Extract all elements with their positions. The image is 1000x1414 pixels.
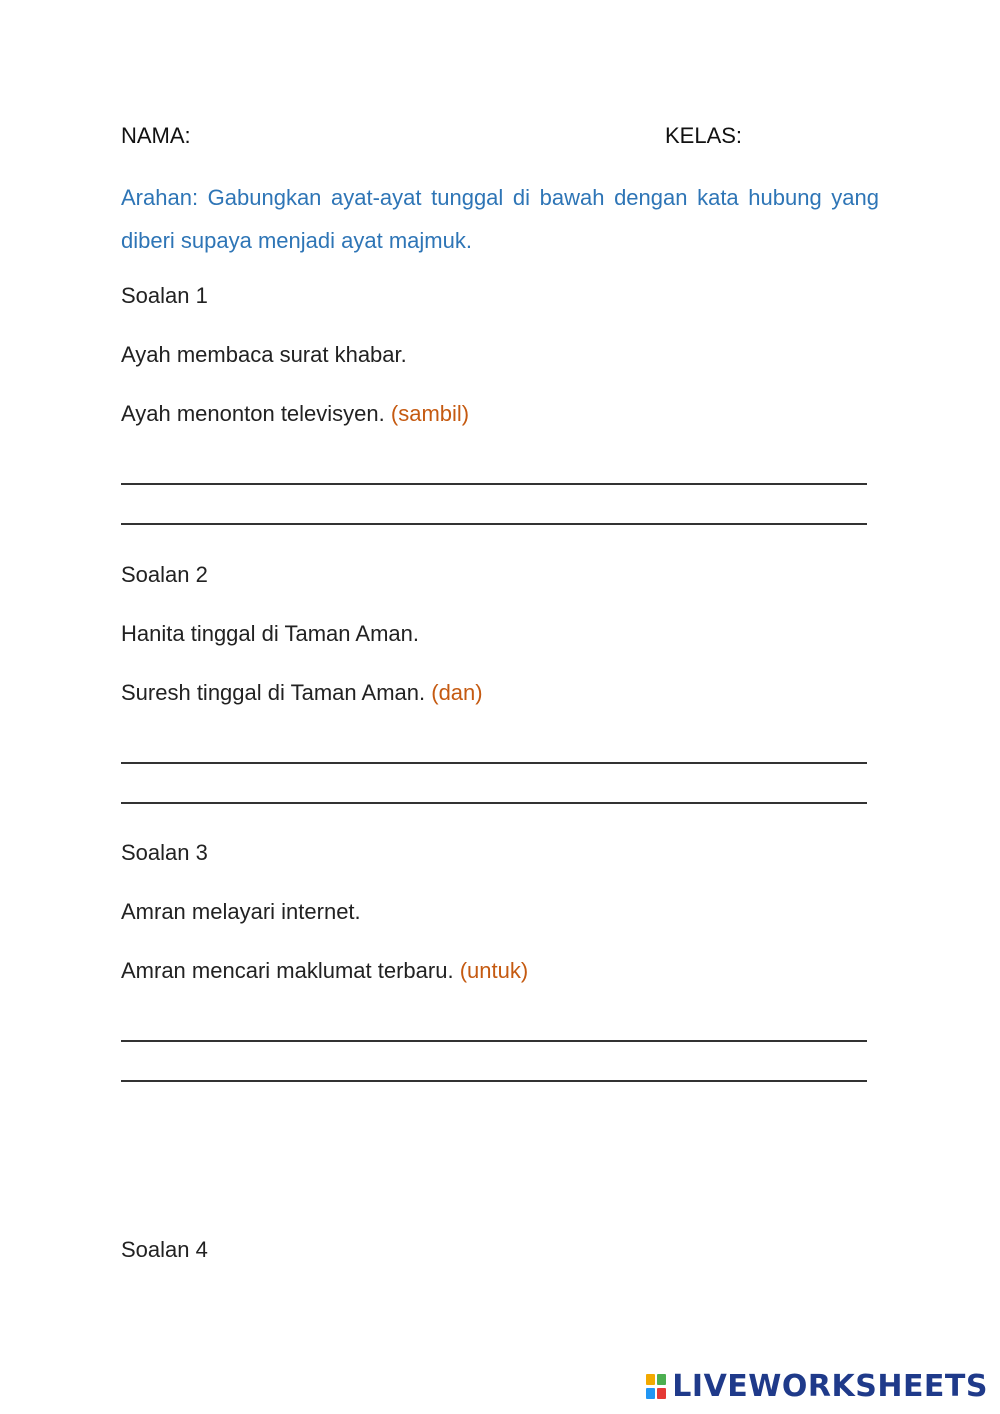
- question-2-answer-line-2[interactable]: [121, 802, 867, 804]
- question-2-answer-line-1[interactable]: [121, 762, 867, 764]
- question-2-sentence-2-row: [121, 680, 483, 706]
- question-3-title: Soalan 3: [121, 840, 208, 865]
- question-3-answer-line-2[interactable]: [121, 1080, 867, 1082]
- question-3-answer-line-1[interactable]: [121, 1040, 867, 1042]
- class-label: KELAS:: [665, 123, 743, 148]
- liveworksheets-logo-icon: [646, 1374, 668, 1400]
- question-2-title: Soalan 2: [121, 562, 208, 587]
- question-3-hint: (untuk): [459, 958, 529, 983]
- liveworksheets-logo: [646, 1369, 988, 1404]
- question-1-hint: (sambil): [390, 401, 470, 426]
- question-1-answer-line-1[interactable]: [121, 483, 867, 485]
- question-3-sentence-2: Amran mencari maklumat terbaru.: [121, 958, 454, 983]
- question-1-sentence-1: Ayah membaca surat khabar.: [121, 342, 407, 367]
- question-3-sentence-2-row: [121, 958, 528, 984]
- instruction-text: Arahan: Gabungkan ayat-ayat tunggal di bawah dengan kata hubung yang diberi supaya menjadi ayat majmuk.: [121, 185, 879, 253]
- question-3-sentence-1: Amran melayari internet.: [121, 899, 361, 924]
- question-2-hint: (dan): [431, 680, 483, 705]
- liveworksheets-logo-text: LIVEWORKSHEETS: [672, 1369, 988, 1404]
- question-1-answer-line-2[interactable]: [121, 523, 867, 525]
- question-1-title: Soalan 1: [121, 283, 208, 308]
- question-1-sentence-2-row: [121, 401, 469, 427]
- question-1-sentence-2: Ayah menonton televisyen.: [121, 401, 385, 426]
- question-2-sentence-1: Hanita tinggal di Taman Aman.: [121, 621, 419, 646]
- question-4-title: Soalan 4: [121, 1237, 208, 1262]
- question-2-sentence-2: Suresh tinggal di Taman Aman.: [121, 680, 426, 705]
- name-label: NAMA:: [121, 123, 191, 148]
